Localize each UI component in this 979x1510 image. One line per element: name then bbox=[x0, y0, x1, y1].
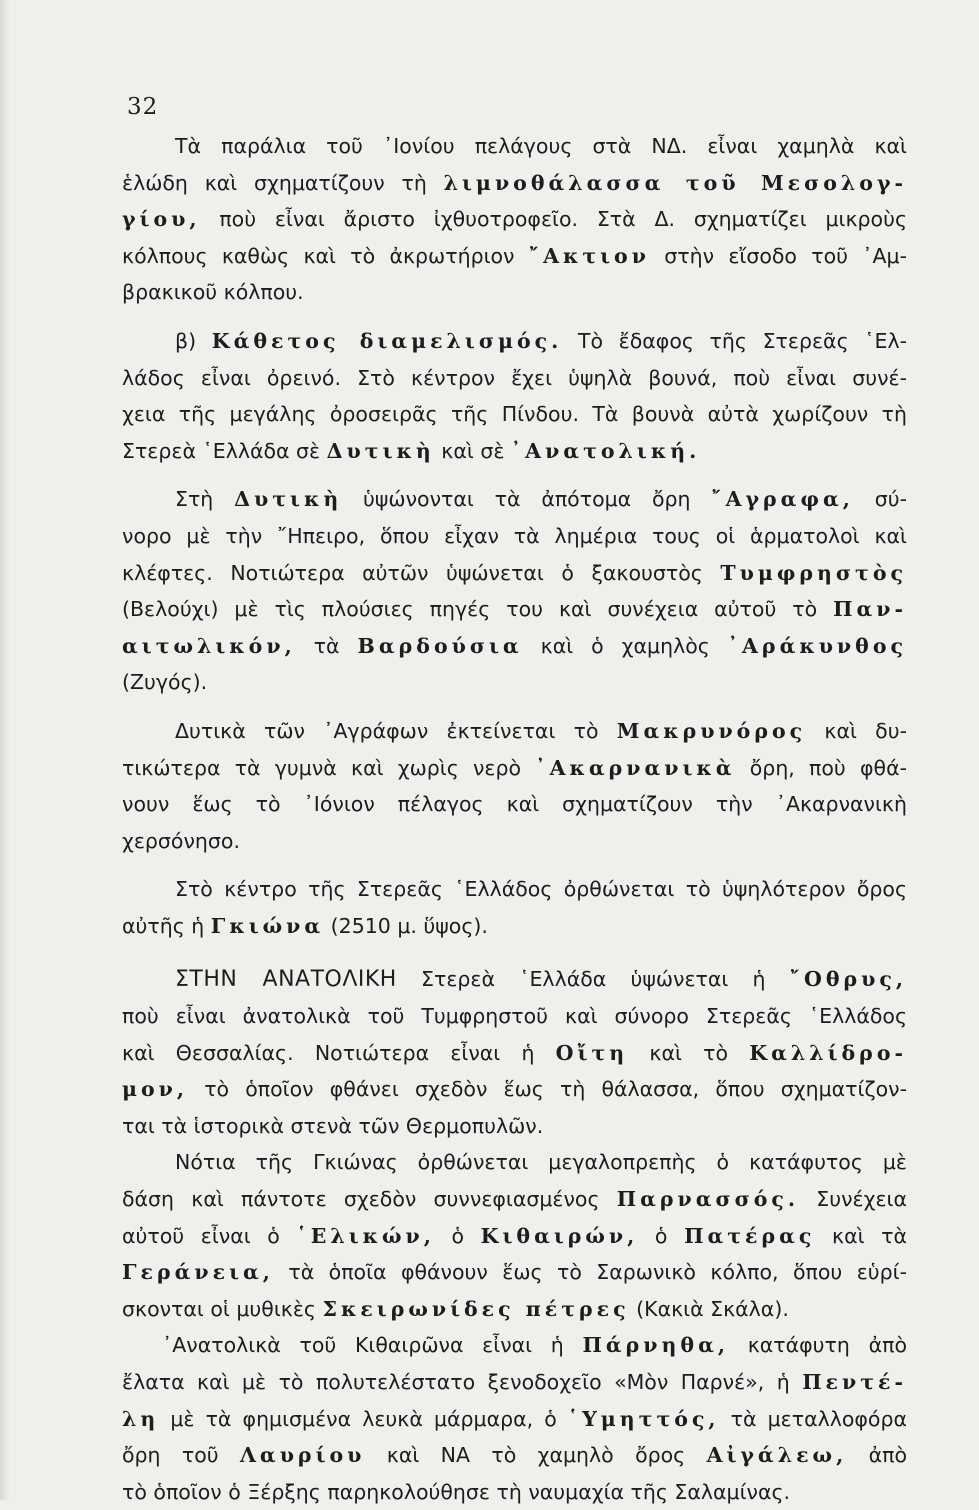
text-run: Νότια τῆς Γκιώνας ὀρθώνεται μεγαλοπρεπὴς ὁ κατάφυτος μὲ bbox=[175, 1150, 907, 1175]
text-run: (2510 μ. ὕψος). bbox=[324, 913, 488, 938]
place-name: Καλλίδρο- bbox=[749, 1040, 907, 1065]
text-line bbox=[122, 433, 907, 470]
text-line bbox=[122, 961, 907, 998]
place-name: λη bbox=[122, 1406, 160, 1431]
place-name: Κιθαιρών, bbox=[480, 1223, 639, 1248]
text-line bbox=[122, 1108, 907, 1145]
text-run: χεια τῆς μεγάλης ὀροσειρᾶς τῆς Πίνδου. Τὰ βουνὰ αὐτὰ χωρίζουν τὴ bbox=[122, 402, 907, 427]
text-run: Συνέχεια bbox=[799, 1187, 907, 1212]
text-run: καὶ ὁ χαμηλὸς bbox=[522, 633, 728, 658]
text-run: ποὺ εἶναι ἀνατολικὰ τοῦ Τυμφρηστοῦ καὶ σύνορο Στερεᾶς ῾Ελλάδος bbox=[122, 1004, 907, 1029]
text-run: κατάφυτη ἀπὸ bbox=[729, 1333, 907, 1358]
place-name: ῾Υμηττός, bbox=[567, 1406, 720, 1431]
place-name: Γκιώνα bbox=[210, 913, 325, 938]
text-run: Τὰ παράλια τοῦ ᾿Ιονίου πελάγους στὰ ΝΔ. εἶναι χαμηλὰ καὶ bbox=[175, 134, 907, 158]
text-run: Τὸ ἔδαφος τῆς Στερεᾶς ῾Ελ- bbox=[562, 328, 907, 353]
text-line bbox=[122, 998, 907, 1035]
place-name: ῎Οθρυς, bbox=[789, 967, 907, 992]
text-run: χερσόνησο. bbox=[122, 828, 240, 853]
place-name: γίου, bbox=[122, 207, 201, 232]
text-line bbox=[122, 823, 907, 860]
place-name: Πάρνηθα, bbox=[582, 1333, 729, 1358]
text-line bbox=[122, 1071, 907, 1108]
text-run: ὑψώνονται τὰ ἀπότομα ὄρη bbox=[342, 487, 712, 512]
text-run: καὶ δυ- bbox=[806, 718, 907, 743]
text-line bbox=[122, 323, 907, 360]
place-name: Δυτικὴ bbox=[326, 438, 435, 463]
place-name: Αἰγάλεω, bbox=[706, 1443, 848, 1468]
text-run: σκονται οἱ μυθικὲς bbox=[122, 1296, 323, 1321]
body-text bbox=[122, 128, 907, 1510]
text-line bbox=[122, 518, 907, 555]
text-line bbox=[122, 1327, 907, 1364]
text-line bbox=[122, 713, 907, 750]
text-run: (Βελούχι) μὲ τὶς πλούσιες πηγές του καὶ συνέχεια αὐτοῦ τὸ bbox=[122, 597, 834, 622]
place-name: Παν- bbox=[833, 597, 907, 622]
text-run: Δυτικὰ τῶν ᾿Αγράφων ἐκτείνεται τὸ bbox=[175, 718, 617, 743]
place-name: ᾿Ανατολική. bbox=[510, 438, 701, 463]
text-line bbox=[122, 750, 907, 787]
place-name: λιμνοθάλασσα τοῦ Μεσολογ- bbox=[443, 170, 907, 195]
place-name: μον, bbox=[122, 1077, 189, 1102]
text-run: λάδος εἶναι ὀρεινό. Στὸ κέντρον ἔχει ὑψηλὰ βουνά, ποὺ εἶναι συνέ- bbox=[122, 365, 907, 390]
text-line bbox=[122, 396, 907, 433]
text-run: ποὺ εἶναι ἄριστο ἰχθυοτροφεῖο. Στὰ Δ. σχηματίζει μικροὺς bbox=[200, 207, 907, 232]
place-name: Δυτικὴ bbox=[234, 487, 343, 512]
text-run: ἔλατα καὶ μὲ τὸ πολυτελέστατο ξενοδοχεῖο «Μὸν Παρνέ», ἡ bbox=[122, 1370, 803, 1394]
place-name: Σκειρωνίδες πέτρες bbox=[322, 1296, 630, 1321]
place-name: Πεντέ- bbox=[802, 1370, 907, 1394]
text-run: ὄρη, ποὺ φθά- bbox=[735, 755, 907, 780]
text-run: Στερεὰ ῾Ελλάδα σὲ bbox=[122, 438, 327, 463]
text-run: Στερεὰ ῾Ελλάδα ὑψώνεται ἡ bbox=[396, 967, 790, 992]
place-name: ᾿Αράκυνθος bbox=[727, 633, 907, 658]
text-line bbox=[122, 1181, 907, 1218]
text-run: νουν ἕως τὸ ᾿Ιόνιον πέλαγος καὶ σχηματίζουν τὴν ᾿Ακαρνανικὴ bbox=[122, 792, 907, 817]
place-name: Παρνασσός. bbox=[616, 1187, 800, 1212]
text-run: β) bbox=[175, 328, 212, 353]
text-run: τὰ bbox=[295, 633, 358, 658]
place-name: ᾿Ακαρνανικὰ bbox=[535, 755, 736, 780]
text-line bbox=[122, 1218, 907, 1255]
text-line bbox=[122, 201, 907, 238]
text-run: καὶ τὸ bbox=[628, 1040, 750, 1065]
text-line bbox=[122, 908, 907, 945]
text-run: βρακικοῦ κόλπου. bbox=[122, 280, 304, 305]
text-line bbox=[122, 591, 907, 628]
text-run: ᾿Ανατολικὰ τοῦ Κιθαιρῶνα εἶναι ἡ bbox=[162, 1333, 583, 1358]
text-run: σύ- bbox=[853, 487, 907, 512]
text-run: αὐτῆς ἡ bbox=[122, 913, 211, 938]
place-name: Λαυρίου bbox=[240, 1443, 366, 1468]
text-run: τὸ ὁποῖον φθάνει σχεδὸν ἕως τὴ θάλασσα, ὅπου σχηματίζον- bbox=[188, 1077, 907, 1102]
text-line bbox=[122, 128, 907, 165]
text-run: τικώτερα τὰ γυμνὰ καὶ χωρὶς νερὸ bbox=[122, 755, 536, 780]
text-run: μὲ τὰ φημισμένα λευκὰ μάρμαρα, ὁ bbox=[159, 1406, 568, 1431]
text-run: νορο μὲ τὴν ῎Ηπειρο, ὅπου εἶχαν τὰ λημέρια τους οἱ ἁρματολοὶ καὶ bbox=[122, 523, 907, 548]
page-edge-shadow bbox=[0, 0, 10, 1500]
text-line bbox=[122, 1401, 907, 1438]
place-name: αιτωλικόν, bbox=[122, 633, 296, 658]
text-run: ὄρη τοῦ bbox=[122, 1443, 241, 1468]
text-line bbox=[122, 1364, 907, 1401]
place-name: ῎Ακτιον bbox=[528, 243, 650, 268]
text-line bbox=[122, 274, 907, 311]
text-run: ὁ bbox=[434, 1223, 481, 1248]
text-run: ται τὰ ἱστορικὰ στενὰ τῶν Θερμοπυλῶν. bbox=[122, 1113, 544, 1138]
text-run: αὐτοῦ εἶναι ὁ bbox=[122, 1223, 297, 1248]
text-run: στὴν εἴσοδο τοῦ ᾿Αμ- bbox=[649, 243, 907, 268]
text-line bbox=[122, 871, 907, 908]
place-name: Πατέρας bbox=[684, 1223, 816, 1248]
text-run: ὁ bbox=[638, 1223, 685, 1248]
text-line bbox=[122, 555, 907, 592]
page-number: 32 bbox=[127, 94, 159, 120]
text-line bbox=[122, 1437, 907, 1474]
text-run: Στὴ bbox=[175, 487, 235, 512]
text-run: τὰ ὁποῖα φθάνουν ἕως τὸ Σαρωνικὸ κόλπο, ὅπου εὑρί- bbox=[273, 1260, 907, 1285]
place-name: ῎Αγραφα, bbox=[711, 487, 854, 512]
text-line bbox=[122, 786, 907, 823]
text-run: τὰ μεταλλοφόρα bbox=[719, 1406, 907, 1431]
text-line bbox=[122, 1291, 907, 1328]
text-line bbox=[122, 1144, 907, 1181]
text-line bbox=[122, 1254, 907, 1291]
text-run: (Ζυγός). bbox=[122, 670, 208, 695]
text-line bbox=[122, 360, 907, 397]
text-run: καὶ Θεσσαλίας. Νοτιώτερα εἶναι ἡ bbox=[122, 1040, 556, 1065]
text-run: Στὸ κέντρο τῆς Στερεᾶς ῾Ελλάδος ὀρθώνεται τὸ ὑψηλότερον ὄρος bbox=[175, 877, 907, 902]
text-run: καὶ τὰ bbox=[815, 1223, 907, 1248]
text-run: τὸ ὁποῖον ὁ Ξέρξης παρηκολούθησε τὴ ναυμαχία τῆς Σαλαμίνας. bbox=[122, 1479, 791, 1504]
text-line bbox=[122, 1035, 907, 1072]
text-line bbox=[122, 481, 907, 518]
text-run: κόλπους καθὼς καὶ τὸ ἀκρωτήριον bbox=[122, 243, 529, 268]
place-name: Βαρδούσια bbox=[357, 633, 523, 658]
text-line bbox=[122, 664, 907, 701]
place-name: Γεράνεια, bbox=[122, 1260, 274, 1285]
place-name: Μακρυνόρος bbox=[616, 718, 807, 743]
text-run: δάση καὶ πάντοτε σχεδὸν συννεφιασμένος bbox=[122, 1187, 617, 1212]
text-line bbox=[122, 165, 907, 202]
text-line bbox=[122, 1474, 907, 1510]
text-run: καὶ σὲ bbox=[434, 438, 511, 463]
text-run: (Κακιὰ Σκάλα). bbox=[629, 1296, 789, 1321]
text-run: ἑλώδη καὶ σχηματίζουν τὴ bbox=[122, 170, 444, 195]
text-run: καὶ ΝΑ τὸ χαμηλὸ ὄρος bbox=[365, 1443, 707, 1468]
text-run: ἀπὸ bbox=[847, 1443, 907, 1468]
place-name: ῾Ελικών, bbox=[296, 1223, 435, 1248]
text-line bbox=[122, 238, 907, 275]
section-caps-heading: ΣΤΗΝ ΑΝΑΤΟΛΙΚΗ bbox=[175, 967, 397, 993]
text-run: κλέφτες. Νοτιώτερα αὐτῶν ὑψώνεται ὁ ξακουστὸς bbox=[122, 560, 721, 585]
section-heading: Κάθετος διαμελισμός. bbox=[211, 328, 563, 353]
place-name: Τυμφρηστὸς bbox=[720, 560, 907, 585]
place-name: Οἴτη bbox=[555, 1040, 629, 1065]
text-line bbox=[122, 628, 907, 665]
